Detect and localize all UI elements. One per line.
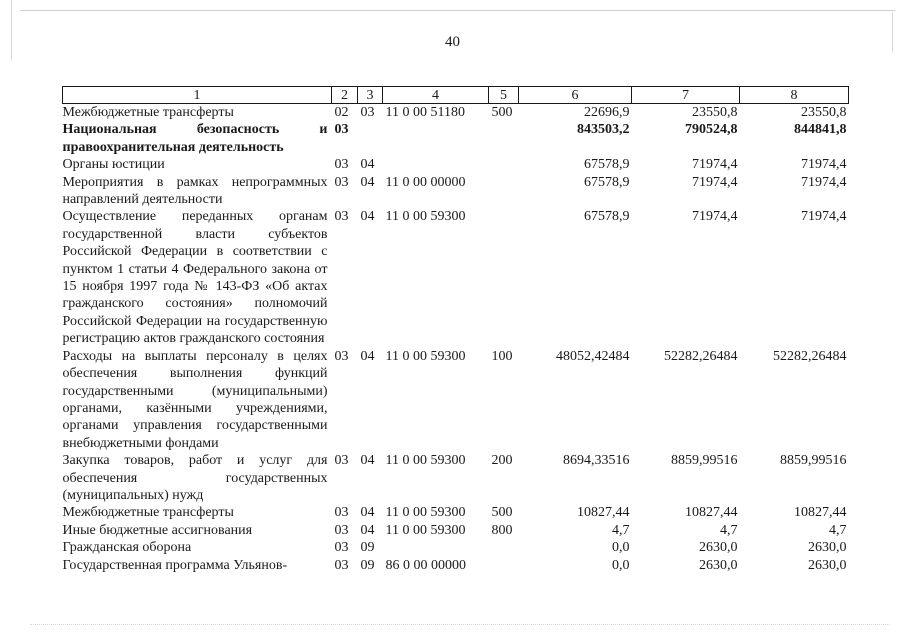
target-article-cell: [383, 156, 489, 173]
section-code-cell: 03: [334, 557, 349, 573]
table-row: [63, 104, 849, 122]
column-header: 5: [489, 87, 519, 104]
amount-col6-cell: 843503,2: [577, 122, 630, 138]
amount-col7-cell: 52282,26484: [664, 348, 738, 364]
subsection-code-cell: 04: [360, 453, 375, 469]
target-article-cell: 11 0 00 51180: [385, 105, 465, 120]
table-row: [63, 539, 849, 556]
column-header: 7: [632, 87, 740, 104]
expense-type-cell: [489, 557, 519, 574]
target-article-cell: 86 0 00 00000: [385, 557, 466, 573]
amount-col7-cell: 10827,44: [685, 505, 738, 521]
amount-col7-cell: 790524,8: [685, 122, 738, 138]
row-name-cell: Органы юстиции: [62, 157, 165, 173]
expense-type-cell: [489, 539, 519, 556]
target-article-cell: 11 0 00 59300: [385, 522, 466, 538]
row-name-cell: Гражданская оборона: [62, 540, 192, 556]
table-row: [63, 348, 849, 452]
amount-col6-cell: 10827,44: [577, 505, 630, 521]
expense-type-cell: 800: [491, 522, 513, 538]
section-code-cell: 02: [334, 105, 349, 120]
row-name-cell: Иные бюджетные ассигнования: [62, 522, 253, 538]
row-name-cell: Государственная программа Ульянов-: [62, 557, 288, 573]
amount-col8-cell: 4,7: [829, 522, 847, 538]
target-article-cell: [383, 539, 489, 556]
amount-col6-cell: 0,0: [612, 557, 630, 573]
target-article-cell: 11 0 00 59300: [385, 348, 466, 364]
expense-type-cell: 200: [491, 453, 513, 469]
section-code-cell: 03: [334, 122, 349, 138]
subsection-code-cell: 04: [360, 348, 375, 364]
subsection-code-cell: 09: [360, 540, 375, 556]
column-header: 6: [519, 87, 632, 104]
table-row: [63, 557, 849, 574]
column-header: 8: [740, 87, 849, 104]
amount-col8-cell: 2630,0: [808, 557, 847, 573]
amount-col6-cell: 22696,9: [584, 105, 630, 120]
budget-table: [62, 86, 849, 574]
amount-col7-cell: 71974,4: [692, 209, 738, 225]
section-code-cell: 03: [334, 522, 349, 538]
row-name-cell: Межбюджетные трансферты: [62, 105, 234, 120]
scan-bottom-noise: [30, 624, 890, 626]
section-code-cell: 03: [334, 505, 349, 521]
amount-col6-cell: 48052,42484: [556, 348, 630, 364]
table-row: [63, 121, 849, 156]
column-header: 4: [383, 87, 489, 104]
row-name-cell: Мероприятия в рамках непрограммных направлений деятельности: [62, 174, 328, 208]
row-name-cell: Межбюджетные трансферты: [62, 505, 234, 521]
table-row: [63, 156, 849, 173]
amount-col6-cell: 67578,9: [584, 174, 630, 190]
amount-col7-cell: 23550,8: [692, 105, 738, 120]
row-name-cell: Закупка товаров, работ и услуг для обеспечения государственных (муниципальных) нужд: [62, 453, 328, 503]
subsection-code-cell: 04: [360, 157, 375, 173]
amount-col6-cell: 67578,9: [584, 157, 630, 173]
section-code-cell: 03: [334, 174, 349, 190]
section-code-cell: 03: [334, 157, 349, 173]
table-row: [63, 208, 849, 347]
table-body: [63, 104, 849, 574]
target-article-cell: 11 0 00 59300: [385, 505, 466, 521]
amount-col8-cell: 8859,99516: [780, 453, 847, 469]
expense-type-cell: [489, 208, 519, 347]
amount-col7-cell: 2630,0: [699, 557, 738, 573]
amount-col8-cell: 71974,4: [801, 209, 847, 225]
subsection-code-cell: 03: [360, 105, 375, 120]
amount-col8-cell: 2630,0: [808, 540, 847, 556]
amount-col8-cell: 52282,26484: [773, 348, 847, 364]
column-header: 2: [332, 87, 358, 104]
column-header: 3: [358, 87, 383, 104]
expense-type-cell: [489, 121, 519, 156]
page-number: 40: [445, 34, 460, 50]
amount-col7-cell: 71974,4: [692, 174, 738, 190]
row-name-cell: Национальная безопасность и правоохранительная деятельность: [62, 122, 328, 155]
expense-type-cell: [489, 156, 519, 173]
expense-type-cell: 500: [491, 505, 513, 521]
amount-col8-cell: 71974,4: [801, 174, 847, 190]
subsection-code-cell: 04: [360, 174, 375, 190]
amount-col6-cell: 4,7: [612, 522, 630, 538]
target-article-cell: 11 0 00 59300: [385, 453, 466, 469]
expense-type-cell: [489, 174, 519, 209]
row-name-cell: Расходы на выплаты персоналу в целях обеспечения выполнения функций государственными (муниципальными) органами, казёнными учреждениями, органами управления государственными внебюджетными фондами: [62, 348, 328, 451]
amount-col7-cell: 8859,99516: [671, 453, 738, 469]
amount-col8-cell: 10827,44: [794, 505, 847, 521]
table-header-row: [63, 87, 849, 104]
amount-col6-cell: 8694,33516: [563, 453, 630, 469]
subsection-code-cell: [358, 121, 383, 156]
section-code-cell: 03: [334, 209, 349, 225]
table-row: [63, 504, 849, 521]
subsection-code-cell: 04: [360, 505, 375, 521]
section-code-cell: 03: [334, 453, 349, 469]
amount-col7-cell: 2630,0: [699, 540, 738, 556]
amount-col6-cell: 0,0: [612, 540, 630, 556]
amount-col8-cell: 23550,8: [801, 105, 847, 120]
row-name-cell: Осуществление переданных органам государственной власти субъектов Российской Федерации в соответствии с пунктом 1 статьи 4 Федерального закона от 15 ноября 1997 года № 143-ФЗ «Об актах гражданского состояния» полномочий Российской Федерации на государственную регистрацию актов гражданского состояния: [62, 209, 328, 347]
target-article-cell: [383, 121, 489, 156]
amount-col8-cell: 844841,8: [794, 122, 847, 138]
amount-col8-cell: 71974,4: [801, 157, 847, 173]
section-code-cell: 03: [334, 540, 349, 556]
amount-col7-cell: 71974,4: [692, 157, 738, 173]
subsection-code-cell: 04: [360, 522, 375, 538]
scan-edge-top: [20, 10, 895, 11]
table-row: [63, 174, 849, 209]
subsection-code-cell: 04: [360, 209, 375, 225]
target-article-cell: 11 0 00 00000: [385, 174, 466, 190]
subsection-code-cell: 09: [360, 557, 375, 573]
expense-type-cell: 500: [491, 105, 513, 120]
section-code-cell: 03: [334, 348, 349, 364]
table-row: [63, 522, 849, 539]
expense-type-cell: 100: [491, 348, 513, 364]
target-article-cell: 11 0 00 59300: [385, 209, 466, 225]
amount-col6-cell: 67578,9: [584, 209, 630, 225]
amount-col7-cell: 4,7: [720, 522, 738, 538]
column-header: 1: [63, 87, 332, 104]
table-row: [63, 452, 849, 504]
